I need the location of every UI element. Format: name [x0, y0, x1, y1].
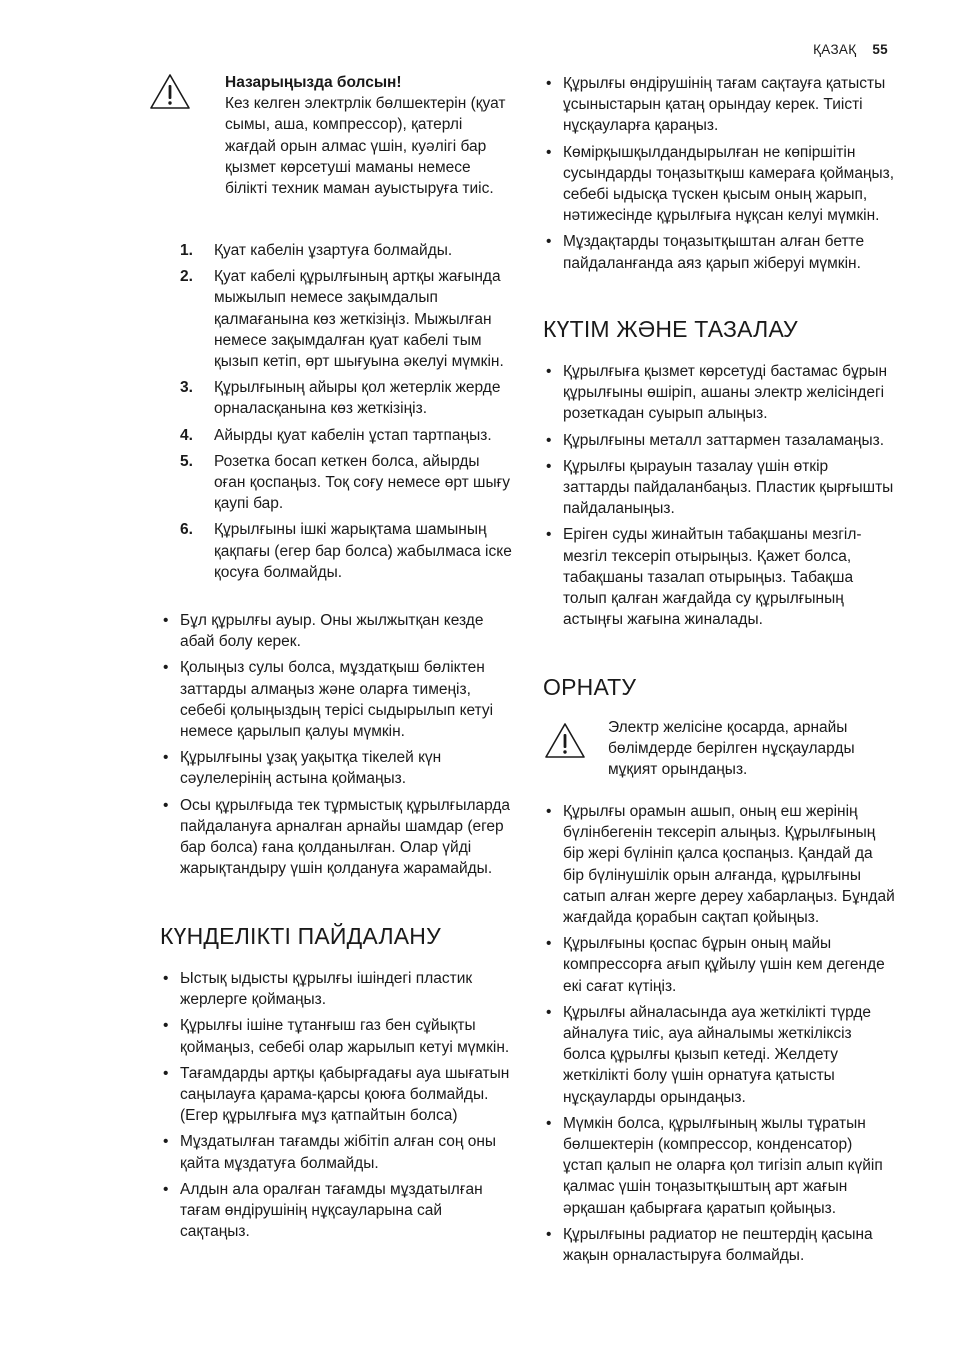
page-header — [813, 39, 888, 60]
list-item: • Құрылғы қырауын тазалау үшін өткір заттарды пайдаланбаңыз. Пластик қырғышты пайдаланыңыз. — [543, 456, 895, 520]
numbered-item — [180, 451, 512, 515]
numbered-item — [180, 240, 512, 261]
safety-warning-box — [148, 72, 512, 232]
list-item: • Құрылғыға қызмет көрсетуді бастамас бұрын құрылғыны өшіріп, ашаны электр желісіндегі розеткадан суырып алыңыз. — [543, 361, 895, 425]
numbered-item — [180, 519, 512, 583]
list-item: • Құрылғыны металл заттармен тазаламаңыз. — [543, 430, 895, 451]
list-item: • Ыстық ыдысты құрылғы ішіндегі пластик жерлерге қоймаңыз. — [160, 968, 512, 1010]
item-number: 2. — [180, 268, 193, 286]
section-title-installation: ОРНАТУ — [543, 674, 637, 700]
installation-warning-text: Электр желісіне қосарда, арнайы бөлімдерде берілген нұсқауларды мұқият орындаңыз. — [608, 719, 855, 779]
list-item: • Бұл құрылғы ауыр. Оны жылжытқан кезде абай болу керек. — [160, 610, 512, 652]
list-item: • Құрылғыны қоспас бұрын оның майы компрессорға ағып құйылу үшін кем дегенде екі сағат күтіңіз. — [543, 933, 895, 997]
item-number: 6. — [180, 521, 193, 539]
care-cleaning-list — [543, 361, 895, 635]
list-item: • Қолыңыз сулы болса, мұздатқыш бөліктен заттарды алмаңыз және оларға тимеңіз, себебі қолыңыздың терісі сыдырылып кетуі немесе қарылып қалуы мүмкін. — [160, 657, 512, 742]
bullet-list — [160, 610, 512, 884]
item-text: Қуат кабелін ұзартуға болмайды. — [214, 242, 453, 259]
warning-triangle-icon — [148, 72, 192, 112]
numbered-item — [180, 377, 512, 419]
section-title-daily-use: КҮНДЕЛІКТІ ПАЙДАЛАНУ — [160, 923, 441, 949]
list-item: • Мұздатылған тағамды жібітіп алған соң оны қайта мұздатуға болмайды. — [160, 1131, 512, 1173]
list-item: • Құрылғы айналасында ауа жеткілікті түрде айналуға тиіс, ауа айналымы жеткіліксіз болса құрылғы қызып кетеді. Желдету жеткілікті болу үшін орнатуға қатысты нұсқауларды орындаңыз. — [543, 1002, 895, 1108]
item-number: 3. — [180, 379, 193, 397]
list-item: • Осы құрылғыда тек тұрмыстық құрылғыларда пайдалануға арналған арнайы шамдар (егер бар болса) ғана қолданылған. Олар үйді жарықтандыру үшін қолдануға жарамайды. — [160, 795, 512, 880]
numbered-item — [180, 425, 512, 446]
daily-use-list — [160, 968, 512, 1247]
list-item: • Құрылғыны радиатор не пештердің қасына жақын орналастыруға болмайды. — [543, 1224, 895, 1266]
language-label: ҚАЗАҚ — [813, 42, 857, 57]
item-number: 4. — [180, 426, 193, 444]
item-number: 5. — [180, 452, 193, 470]
section-title-care-cleaning: КҮТІМ ЖӘНЕ ТАЗАЛАУ — [543, 316, 798, 342]
warning-text: Кез келген электрлік бөлшектерін (қуат сымы, аша, компрессор), қатерлі жағдай орын алмас үшін, куәлігі бар қызмет көрсетуші маманы немесе білікті техник маман ауыстыруға тиіс. — [225, 95, 506, 198]
list-item: • Мұздақтарды тоңазытқыштан алған бетте пайдаланғанда аяз қарып жіберуі мүмкін. — [543, 231, 895, 273]
item-text: Құрылғының айыры қол жетерлік жерде орналасқанына көз жеткізіңіз. — [214, 379, 501, 418]
list-item: • Құрылғы орамын ашып, оның еш жерінің бүлінбегенін тексеріп алыңыз. Құрылғының бір жері бүлініп қалса қоспаңыз. Қандай да бір бүлінушілік орын алғанда, құрылғыны сатып алған жерге дереу хабарлаңыз. Бұндай жағдайда қорабын сақтап қойыңыз. — [543, 801, 895, 928]
list-item: • Мүмкін болса, құрылғының жылы тұратын бөлшектерін (компрессор, конденсатор) ұстап қалып не оларға қол тигізіп алып күйіп қалмас үшін тоңазытқыштың арт жағын әрқашан қабырғаға қаратып қойыңыз. — [543, 1113, 895, 1219]
item-text: Айырды қуат кабелін ұстап тартпаңыз. — [214, 426, 492, 444]
item-text: Қуат кабелі құрылғының артқы жағында мыжылып немесе зақымдалып қалмағанына көз жеткізіңіз. Мыжылған немесе зақымдалған қуат кабелі тым қызып кетіп, өрт шығуына әкелуі мүмкін. — [214, 268, 504, 371]
numbered-list — [180, 240, 512, 588]
list-item: • Алдын ала оралған тағамды мұздатылған тағам өндірушінің нұқсауларына сай сақтаңыз. — [160, 1179, 512, 1243]
warning-triangle-icon — [543, 721, 587, 761]
installation-list — [543, 801, 895, 1271]
list-item: • Құрылғы ішіне тұтанғыш газ бен сұйықты қоймаңыз, себебі олар жарылып кетуі мүмкін. — [160, 1015, 512, 1057]
list-item: • Құрылғыны ұзақ уақытқа тікелей күн сәулелерінің астына қоймаңыз. — [160, 747, 512, 789]
item-text: Құрылғыны ішкі жарықтама шамының қақпағы (егер бар болса) жабылмаса іске қосуға болмайды. — [214, 521, 512, 581]
installation-warning-box — [543, 717, 895, 787]
list-item: • Тағамдарды артқы қабырғадағы ауа шығатын саңылауға қарама-қарсы қоюға болмайды. (Егер құрылғыға мұз қатпайтын болса) — [160, 1063, 512, 1127]
page-number: 55 — [872, 42, 888, 57]
storage-list — [543, 73, 895, 279]
list-item: • Құрылғы өндірушінің тағам сақтауға қатысты ұсыныстарын қатаң орындау керек. Тиісті нұсқауларға қараңыз. — [543, 73, 895, 137]
list-item: • Көмірқышқылдандырылған не көпіршітін сусындарды тоңазытқыш камераға қоймаңыз, себебі ыдысқа түскен қысым оның жарып, нәтижесінде құрылғыға нұқсан келуі мүмкін. — [543, 142, 895, 227]
item-number: 1. — [180, 242, 193, 259]
numbered-item — [180, 266, 512, 372]
warning-title: Назарыңызда болсын! — [225, 74, 402, 91]
item-text: Розетка босап кеткен болса, айырды оған қоспаңыз. Тоқ соғу немесе өрт шығу қаупі бар. — [214, 452, 510, 513]
list-item: • Еріген суды жинайтын табақшаны мезгіл-мезгіл тексеріп отырыңыз. Қажет болса, табақшаны тазалап отырыңыз. Табақша толып қалған жағдайда су құрылғының астыңғы жағына жиналады. — [543, 524, 895, 630]
